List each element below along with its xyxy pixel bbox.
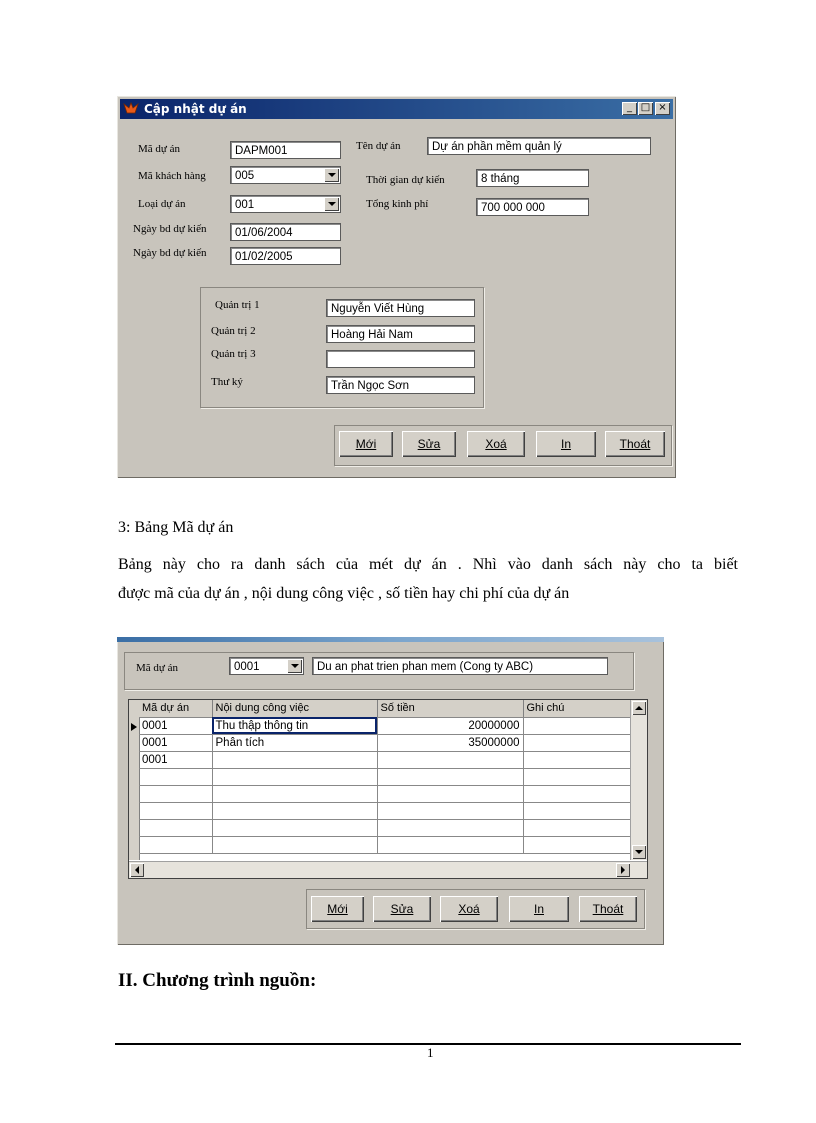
ngay-bd-2-input[interactable]: 01/02/2005 xyxy=(230,247,341,265)
grid-cell[interactable] xyxy=(212,768,377,785)
delete-button[interactable]: Xoá xyxy=(467,431,525,457)
grid-cell[interactable] xyxy=(523,734,631,751)
label-thu-ky: Thư ký xyxy=(211,376,243,388)
table-row[interactable] xyxy=(139,717,631,734)
grid-cell[interactable]: 0001 xyxy=(139,751,212,768)
grid-cell[interactable] xyxy=(523,751,631,768)
section-3-heading: 3: Bảng Mã dự án xyxy=(118,519,234,536)
grid-cell[interactable]: 35000000 xyxy=(377,734,523,751)
grid-cell[interactable] xyxy=(212,751,377,768)
grid-cell[interactable] xyxy=(377,836,523,853)
grid-cell[interactable] xyxy=(523,785,631,802)
grid-cell[interactable]: 0001 xyxy=(139,717,212,734)
grid-cell[interactable]: 20000000 xyxy=(377,717,523,734)
thu-ky-input[interactable]: Trần Ngọc Sơn xyxy=(326,376,475,394)
window-titlebar xyxy=(120,99,673,119)
column-header[interactable]: Nội dung công việc xyxy=(212,700,377,717)
exit-button-2[interactable]: Thoát xyxy=(579,896,637,922)
grid-cell[interactable] xyxy=(139,802,212,819)
vertical-scrollbar[interactable] xyxy=(630,700,647,860)
grid-cell[interactable] xyxy=(523,819,631,836)
quan-tri-1-input[interactable]: Nguyễn Viết Hùng xyxy=(326,299,475,317)
window-title: Cập nhật dự án xyxy=(144,102,247,116)
paragraph-line-2: được mã của dự án , nội dung công việc , số tiền hay chi phí của dự án xyxy=(118,585,570,602)
label-ngay-bd-1: Ngày bd dự kiến xyxy=(133,223,207,235)
app-icon xyxy=(123,101,139,117)
paragraph-line-1: Bảng này cho ra danh sách của mét dự án . Nhì vào danh sách này cho ta biết xyxy=(118,556,738,573)
label-ma-du-an-filter: Mã dự án xyxy=(136,662,179,674)
column-header[interactable]: Ghi chú xyxy=(523,700,631,717)
minimize-button[interactable]: _ xyxy=(622,102,637,115)
loai-du-an-value: 001 xyxy=(235,199,255,211)
grid-cell[interactable] xyxy=(523,836,631,853)
grid-cell[interactable] xyxy=(377,785,523,802)
table-row[interactable] xyxy=(139,836,631,853)
grid-cell[interactable]: 0001 xyxy=(139,734,212,751)
table-row[interactable] xyxy=(139,734,631,751)
grid-table xyxy=(139,700,632,854)
print-button[interactable]: In xyxy=(536,431,596,457)
grid-cell[interactable] xyxy=(139,768,212,785)
label-loai-du-an: Loại dự án xyxy=(138,198,186,210)
grid-cell[interactable] xyxy=(377,819,523,836)
quan-tri-2-input[interactable]: Hoàng Hải Nam xyxy=(326,325,475,343)
scroll-up-icon[interactable] xyxy=(632,701,646,715)
label-ten-du-an: Tên dự án xyxy=(356,140,401,152)
grid-cell[interactable] xyxy=(139,785,212,802)
column-header[interactable]: Số tiền xyxy=(377,700,523,717)
table-row[interactable] xyxy=(139,768,631,785)
label-thoi-gian: Thời gian dự kiến xyxy=(366,174,445,186)
new-button-2[interactable]: Mới xyxy=(311,896,364,922)
label-tong-kinh-phi: Tổng kinh phí xyxy=(366,198,429,210)
delete-button-2[interactable]: Xoá xyxy=(440,896,498,922)
grid-header-row xyxy=(139,700,631,717)
ma-khach-hang-value: 005 xyxy=(235,170,255,182)
grid-cell[interactable] xyxy=(377,802,523,819)
current-row-icon xyxy=(131,723,137,731)
ma-du-an-input[interactable]: DAPM001 xyxy=(230,141,341,159)
edit-button[interactable]: Sửa xyxy=(402,431,456,457)
grid-cell[interactable]: Phân tích xyxy=(212,734,377,751)
ma-khach-hang-combo[interactable] xyxy=(230,166,341,184)
grid-cell[interactable] xyxy=(377,751,523,768)
chevron-down-icon[interactable] xyxy=(324,197,339,211)
section-3-paragraph xyxy=(118,550,738,608)
tong-kinh-phi-input[interactable]: 700 000 000 xyxy=(476,198,589,216)
scroll-left-icon[interactable] xyxy=(130,863,144,877)
label-ma-khach-hang: Mã khách hàng xyxy=(138,170,206,182)
chevron-down-icon[interactable] xyxy=(324,168,339,182)
table-row[interactable] xyxy=(139,751,631,768)
scroll-right-icon[interactable] xyxy=(616,863,630,877)
chevron-down-icon[interactable] xyxy=(287,659,302,673)
close-button[interactable]: × xyxy=(655,102,670,115)
grid-cell[interactable] xyxy=(212,802,377,819)
maximize-button[interactable]: □ xyxy=(638,102,653,115)
new-button[interactable]: Mới xyxy=(339,431,393,457)
grid-cell[interactable] xyxy=(523,768,631,785)
label-quan-tri-2: Quản trị 2 xyxy=(211,325,256,337)
grid-cell[interactable] xyxy=(212,836,377,853)
grid-cell[interactable] xyxy=(212,819,377,836)
grid-cell[interactable] xyxy=(139,836,212,853)
exit-button[interactable]: Thoát xyxy=(605,431,665,457)
grid-cell-active[interactable]: Thu thập thông tin xyxy=(212,717,377,734)
grid-cell[interactable] xyxy=(212,785,377,802)
table-row[interactable] xyxy=(139,802,631,819)
label-ma-du-an: Mã dự án xyxy=(138,143,181,155)
label-ngay-bd-2: Ngày bd dự kiến xyxy=(133,247,207,259)
window-titlebar-edge xyxy=(117,637,664,642)
section-2-heading: II. Chương trình nguồn: xyxy=(118,970,317,991)
label-quan-tri-3: Quản trị 3 xyxy=(211,348,256,360)
grid-cell[interactable] xyxy=(523,802,631,819)
quan-tri-3-input[interactable] xyxy=(326,350,475,368)
grid-cell[interactable] xyxy=(377,768,523,785)
grid-cell[interactable] xyxy=(523,717,631,734)
print-button-2[interactable]: In xyxy=(509,896,569,922)
loai-du-an-combo[interactable] xyxy=(230,195,341,213)
page-number: 1 xyxy=(427,1045,434,1060)
label-quan-tri-1: Quản trị 1 xyxy=(215,299,260,311)
ten-du-an-input[interactable]: Dự án phần mềm quản lý xyxy=(427,137,651,155)
project-grid xyxy=(128,699,648,879)
table-row[interactable] xyxy=(139,819,631,836)
column-header[interactable]: Mã dự án xyxy=(139,700,212,717)
project-description-field: Du an phat trien phan mem (Cong ty ABC) xyxy=(312,657,608,675)
ngay-bd-1-input[interactable]: 01/06/2004 xyxy=(230,223,341,241)
horizontal-scrollbar[interactable] xyxy=(129,861,647,878)
edit-button-2[interactable]: Sửa xyxy=(373,896,431,922)
thoi-gian-input[interactable]: 8 tháng xyxy=(476,169,589,187)
grid-cell[interactable] xyxy=(139,819,212,836)
table-row[interactable] xyxy=(139,785,631,802)
scroll-down-icon[interactable] xyxy=(632,845,646,859)
ma-du-an-filter-value: 0001 xyxy=(234,661,260,673)
ma-du-an-filter-combo[interactable] xyxy=(229,657,304,675)
